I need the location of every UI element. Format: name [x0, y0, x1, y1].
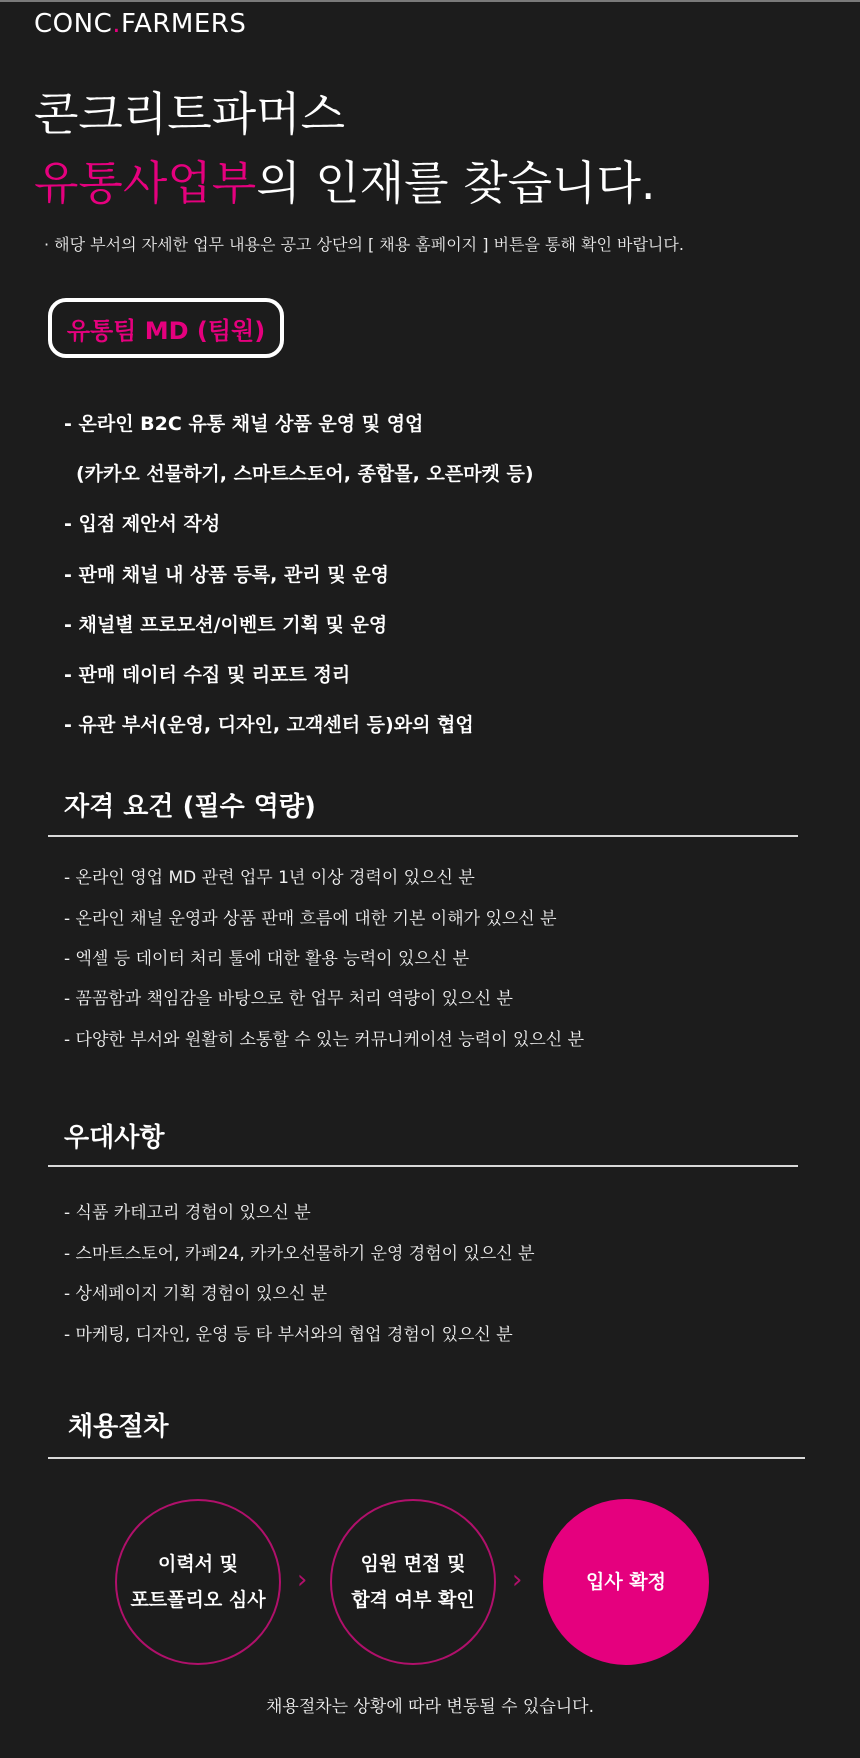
- duty-item: - 판매 채널 내 상품 등록, 관리 및 운영: [64, 564, 389, 586]
- info-note: · 해당 부서의 자세한 업무 내용은 공고 상단의 [ 채용 홈페이지 ] 버튼을 통해 확인 바랍니다.: [44, 235, 684, 254]
- duty-item: - 유관 부서(운영, 디자인, 고객센터 등)와의 협업: [64, 714, 474, 736]
- requirement-item: - 온라인 채널 운영과 상품 판매 흐름에 대한 기본 이해가 있으신 분: [64, 909, 557, 929]
- requirement-item: - 꼼꼼함과 책임감을 바탕으로 한 업무 처리 역량이 있으신 분: [64, 989, 513, 1009]
- preferred-item: - 마케팅, 디자인, 운영 등 타 부서와의 협업 경험이 있으신 분: [64, 1325, 513, 1345]
- logo-text-farmers: FARMERS: [121, 9, 247, 39]
- preferred-title: 우대사항: [64, 1123, 165, 1153]
- requirements-title: 자격 요건 (필수 역량): [64, 792, 316, 822]
- step-line: 포트폴리오 심사: [130, 1589, 266, 1611]
- role-title-badge: [48, 298, 284, 358]
- company-logo[interactable]: [34, 9, 246, 39]
- process-footnote: 채용절차는 상황에 따라 변동될 수 있습니다.: [265, 1697, 595, 1717]
- preferred-item: - 스마트스토어, 카페24, 카카오선물하기 운영 경험이 있으신 분: [64, 1244, 535, 1264]
- requirement-item: - 엑셀 등 데이터 처리 툴에 대한 활용 능력이 있으신 분: [64, 949, 470, 969]
- logo-dot: .: [112, 9, 121, 39]
- headline-highlight: 유통사업부: [34, 156, 257, 210]
- chevron-right-icon: ›: [297, 1565, 308, 1595]
- duty-item: (카카오 선물하기, 스마트스토어, 종합몰, 오픈마켓 등): [76, 463, 534, 485]
- requirement-item: - 온라인 영업 MD 관련 업무 1년 이상 경력이 있으신 분: [64, 868, 475, 888]
- chevron-right-icon: ›: [512, 1565, 523, 1595]
- section-divider: [48, 1165, 798, 1167]
- process-step-hire-confirmed: [543, 1499, 709, 1665]
- preferred-item: - 상세페이지 기획 경험이 있으신 분: [64, 1284, 328, 1304]
- duty-item: - 채널별 프로모션/이벤트 기획 및 운영: [64, 614, 388, 636]
- process-step-document-review: [115, 1499, 281, 1665]
- step-line: 입사 확정: [585, 1571, 667, 1593]
- duty-item: - 온라인 B2C 유통 채널 상품 운영 및 영업: [64, 413, 424, 435]
- step-line: 합격 여부 확인: [351, 1589, 475, 1611]
- step-line: 임원 면접 및: [360, 1553, 466, 1575]
- logo-text-conc: CONC: [34, 9, 113, 39]
- headline-department: [34, 147, 656, 213]
- preferred-item: - 식품 카테고리 경험이 있으신 분: [64, 1203, 311, 1223]
- headline-company: 콘크리트파머스: [34, 87, 346, 141]
- duty-item: - 입점 제안서 작성: [64, 513, 221, 535]
- section-divider: [48, 1457, 805, 1459]
- requirement-item: - 다양한 부서와 원활히 소통할 수 있는 커뮤니케이션 능력이 있으신 분: [64, 1030, 584, 1050]
- step-line: 이력서 및: [157, 1553, 239, 1575]
- role-title: 유통팀 MD (팀원): [66, 316, 266, 345]
- section-divider: [48, 835, 798, 837]
- process-title: 채용절차: [68, 1412, 169, 1442]
- duty-item: - 판매 데이터 수집 및 리포트 정리: [64, 664, 351, 686]
- process-step-interview: [330, 1499, 496, 1665]
- top-divider: [0, 0, 860, 2]
- headline-rest: 의 인재를 찾습니다.: [256, 156, 656, 210]
